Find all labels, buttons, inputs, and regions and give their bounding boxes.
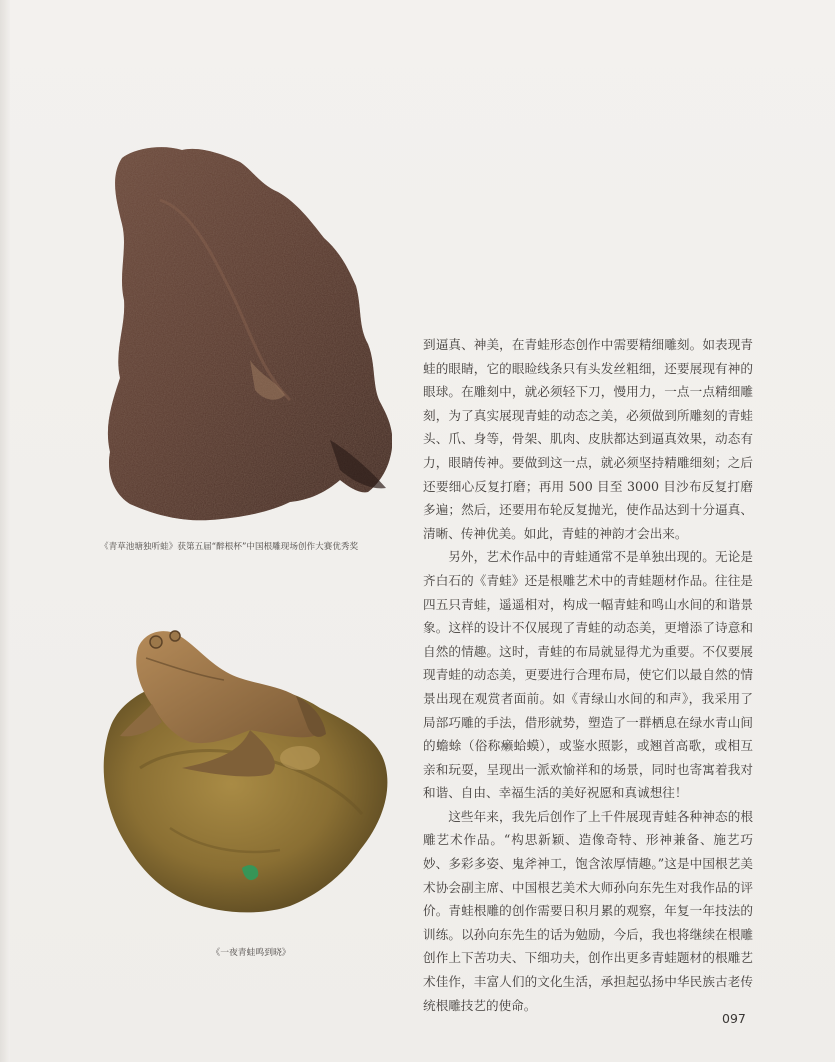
page-edge-shadow	[0, 0, 10, 1062]
page-number: 097	[722, 1011, 746, 1026]
frog-carving-photo-2	[100, 618, 392, 916]
article-body	[423, 333, 753, 1017]
paragraph-3: 这些年来，我先后创作了上千件展现青蛙各种神态的根雕艺术作品。“构思新颖、造像奇特、形神兼备、施艺巧妙、多彩多姿、鬼斧神工，饱含浓厚情趣。”这是中国根艺美术协会副主席、中国根艺美术大师孙向东先生对我作品的评价。青蛙根雕的创作需要日积月累的观察，年复一年技法的训练。以孙向东先生的话为勉励，今后，我也将继续在根雕创作上下苦功夫、下细功夫，创作出更多青蛙题材的根雕艺术佳作，丰富人们的文化生活，承担起弘扬中华民族古老传统根雕技艺的使命。	[423, 808, 753, 1013]
paragraph-2: 另外，艺术作品中的青蛙通常不是单独出现的。无论是齐白石的《青蛙》还是根雕艺术中的青蛙题材作品。往往是四五只青蛙，遥遥相对，构成一幅青蛙和鸣山水间的和谐景象。这样的设计不仅展现了青蛙的动态美，更增添了诗意和自然的情趣。这时，青蛙的布局就显得尤为重要。不仅要展现青蛙的动态美，更要进行合理布局，使它们以最自然的情景出现在观赏者面前。如《青绿山水间的和声》，我采用了局部巧雕的手法，借形就势，塑造了一群栖息在绿水青山间的蟾蜍（俗称癞蛤蟆），或鉴水照影，或翘首高歌，或相互亲和玩耍，呈现出一派欢愉祥和的场景，同时也寄寓着我对和谐、自由、幸福生活的美好祝愿和真诚想往！	[423, 549, 753, 801]
photo-2-caption: 《一夜青蛙鸣到晓》	[211, 948, 291, 958]
paragraph-1: 到逼真、神美，在青蛙形态创作中需要精细雕刻。如表现青蛙的眼睛，它的眼睑线条只有头发丝粗细，还要展现有神的眼球。在雕刻中，就必须轻下刀，慢用力，一点一点精细雕刻，为了真实展现青蛙的动态之美，必须做到所雕刻的青蛙头、爪、身等，骨架、肌肉、皮肤都达到逼真效果，动态有力，眼睛传神。要做到这一点，就必须坚持精雕细刻；之后还要细心反复打磨；再用 500 目至 3000 目沙布反复打磨多遍；然后，还要用布轮反复抛光，使作品达到十分逼真、清晰、传神优美。如此，青蛙的神韵才会出来。	[423, 337, 753, 541]
photo-1-caption: 《青草池塘独听蛙》获第五届“醉根杯”中国根雕现场创作大赛优秀奖	[100, 542, 359, 552]
root-carving-photo-1	[100, 140, 392, 526]
